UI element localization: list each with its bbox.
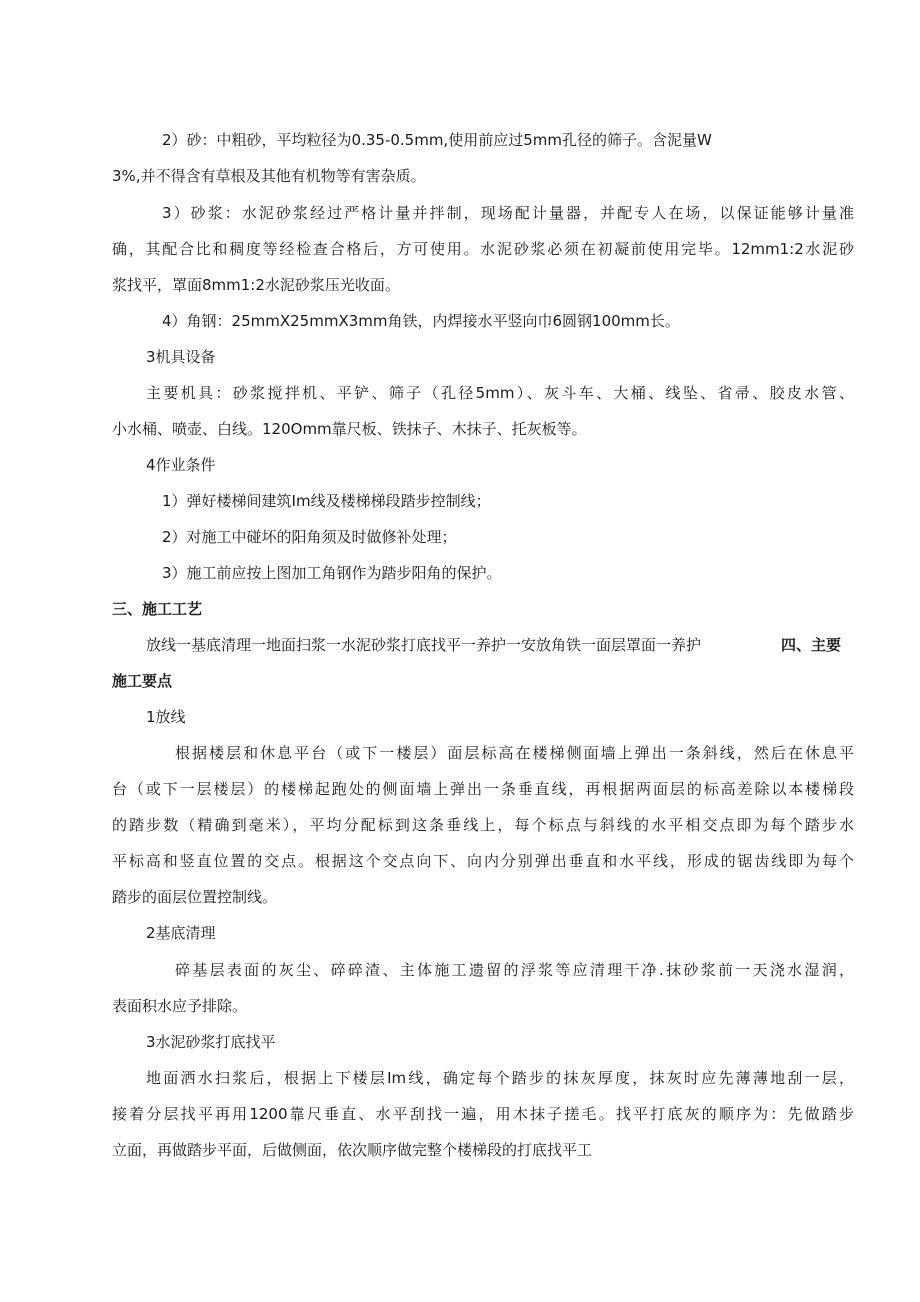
section-heading-key-points-part-1: 四、主要 [781,636,842,654]
condition-item-3: 3）施工前应按上图加工角钢作为踏步阳角的保护。 [162,564,502,582]
layout-para-line-3: 的踏步数（精确到毫米），平均分配标到这条垂线上，每个标点与斜线的水平相交点即为每个踏步水 [112,816,854,834]
layout-para-line-5: 踏步的面层位置控制线。 [112,888,278,906]
process-flow: 放线一基底清理一地面扫浆一水泥砂浆打底找平一养护一安放角铁一面层罩面一养护 [146,636,702,654]
mortar-spec-line-1: 3）砂浆：水泥砂浆经过严格计量并拌制，现场配计量器，并配专人在场，以保证能够计量准 [162,204,854,222]
leveling-line-3: 立面，再做踏步平面，后做侧面，依次顺序做完整个楼梯段的打底找平工 [112,1141,593,1159]
leveling-line-2: 接着分层找平再用1200靠尺垂直、水平刮找一遍，用木抹子搓毛。找平打底灰的顺序为：先做踏步 [112,1105,854,1123]
heading-layout: 1放线 [146,708,186,726]
heading-work-conditions: 4作业条件 [146,456,216,474]
condition-item-2: 2）对施工中碰坏的阳角须及时做修补处理； [162,528,457,546]
equipment-line-1: 主要机具：砂浆搅拌机、平铲、筛子（孔径5mm）、灰斗车、大桶、线坠、省帚、胶皮水管、 [146,384,854,402]
layout-para-line-2: 台（或下一层楼层）的楼梯起跑处的侧面墙上弹出一条垂直线，再根据两面层的标高差除以本楼梯段 [112,780,854,798]
condition-item-1: 1）弹好楼梯间建筑Im线及楼梯梯段踏步控制线； [162,492,491,510]
base-cleaning-line-2: 表面积水应予排除。 [112,997,248,1015]
base-cleaning-line-1: 碎基层表面的灰尘、碎碎渣、主体施工遗留的浮浆等应清理干净.抹砂浆前一天浇水湿润， [175,961,854,979]
sand-spec-line-2: 3%,并不得含有草根及其他有机物等有害杂质。 [112,167,426,185]
leveling-line-1: 地面洒水扫浆后，根据上下楼层Im线，确定每个踏步的抹灰厚度，抹灰时应先薄薄地刮一层， [146,1069,854,1087]
mortar-spec-line-3: 浆找平，罩面8mm1:2水泥砂浆压光收面。 [112,276,400,294]
section-heading-process: 三、施工工艺 [112,600,203,618]
mortar-spec-line-2: 确，其配合比和稠度等经检查合格后，方可使用。水泥砂浆必须在初凝前使用完毕。12mm1:2水泥砂 [112,240,854,258]
equipment-line-2: 小水桶、喷壶、白线。120Omm靠尺板、铁抹子、木抹子、托灰板等。 [112,420,587,438]
layout-para-line-1: 根据楼层和休息平台（或下一楼层）面层标高在楼梯侧面墙上弹出一条斜线，然后在休息平 [175,744,854,762]
heading-base-cleaning: 2基底清理 [146,924,216,942]
sand-spec-line-1: 2）砂：中粗砂，平均粒径为0.35-0.5mm,使用前应过5mm孔径的筛子。含泥量W [162,131,712,149]
section-heading-key-points-part-2: 施工要点 [112,672,173,690]
layout-para-line-4: 平标高和竖直位置的交点。根据这个交点向下、向内分别弹出垂直和水平线，形成的锯齿线即为每个 [112,852,854,870]
heading-equipment: 3机具设备 [146,348,216,366]
heading-leveling: 3水泥砂浆打底找平 [146,1033,276,1051]
angle-steel-spec: 4）角钢：25mmX25mmX3mm角铁，内焊接水平竖向巾6圆钢100mm长。 [162,312,680,330]
